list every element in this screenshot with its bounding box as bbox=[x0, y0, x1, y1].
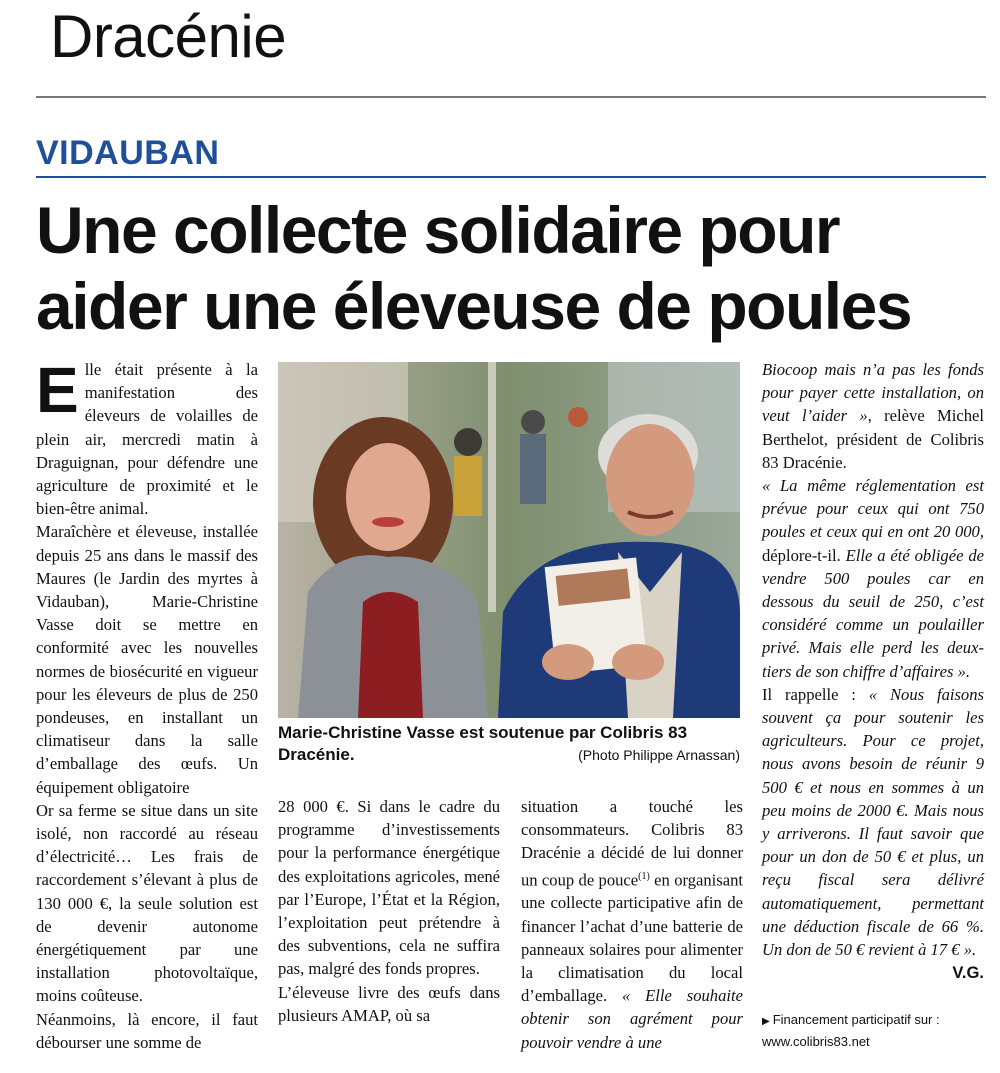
section-divider bbox=[36, 96, 986, 98]
paragraph: Elle était présente à la manifestation des éleveurs de volailles de plein air, mercredi matin à Draguignan, pour défendre une agriculture de proximité et le bien-être animal. bbox=[36, 354, 258, 519]
article-column-1 bbox=[36, 354, 258, 1054]
paragraph: L’éleveuse livre des œufs dans plusieurs AMAP, où sa bbox=[278, 982, 500, 1025]
article-photo bbox=[278, 362, 740, 718]
paragraph: Biocoop mais n’a pas les fonds pour payer cette installation, on veut l’aider », relève Michel Berthelot, président de Colibris 83 Dracénie. bbox=[762, 360, 984, 472]
photo-credit: (Photo Philippe Arnassan) bbox=[578, 747, 740, 763]
photo-illustration bbox=[278, 362, 740, 718]
paragraph: Or sa ferme se situe dans un site isolé, non raccordé au réseau d’électricité… Les frais de raccordement s’élevant à plus de 130 000 €, la seule solution est de devenir autonome énergétiquement par une installation photovoltaïque, moins coûteuse. bbox=[36, 800, 258, 1006]
quote: « Elle souhaite obtenir son agrément pour pouvoir vendre à une bbox=[521, 986, 743, 1052]
drop-cap: E bbox=[36, 354, 79, 426]
article-column-3 bbox=[521, 795, 743, 1054]
footnote: ▶ Financement participatif sur : www.colibris83.net bbox=[762, 1010, 984, 1052]
article-column-2 bbox=[278, 795, 500, 1027]
paragraph: situation a touché les consommateurs. Colibris 83 Dracénie a décidé de lui donner un coup de pouce$^{(1)}$ en organisant une collecte participative afin de financer l’achat d’une batterie de panneaux solaires pour alimenter la climatisation du local d’emballage. « Elle souhaite obtenir son agrément pour pouvoir vendre à une bbox=[521, 797, 744, 1052]
footnote-ref: (1) bbox=[638, 870, 650, 882]
photo-caption: Marie-Christine Vasse est soutenue par Colibris 83 Dracénie. bbox=[278, 723, 688, 764]
section-title: Dracénie bbox=[50, 3, 287, 70]
article-kicker: VIDAUBAN bbox=[36, 134, 220, 172]
kicker-divider bbox=[36, 176, 986, 178]
paragraph: Maraîchère et éleveuse, installée depuis 25 ans dans le massif des Maures (le Jardin des myrtes à Vidauban), Marie-Christine Vasse doit se mettre en conformité avec les nouvelles normes de biosécurité en vigueur pour les éleveurs de plus de 250 pondeuses, en installant un climatiseur dans la salle d’emballage des œufs. Un équipement obligatoire bbox=[36, 522, 258, 797]
paragraph: « La même réglementation est prévue pour ceux qui ont 750 poules et ceux qui en ont 20 000, déplore-t-il. Elle a été obligée de vendre 500 poules car en dessous du seuil de 250, c’est considéré comme un poulailler privé. Mais elle perd les deux-tiers de son chiffre d’affaires ». bbox=[762, 476, 984, 681]
footnote-url: www.colibris83.net bbox=[762, 1034, 870, 1049]
paragraph: Il rappelle : « Nous faisons souvent ça pour soutenir les agriculteurs. Pour ce projet, nous avons besoin de réunir 9 500 € et nous en sommes à un peu moins de 2000 €. Mais nous y arriverons. Il faut savoir que pour un don de 50 € et plus, un reçu fiscal sera délivré automatiquement, permettant une déduction fiscale de 66 %. Un don de 50 € revient à 17 € ». bbox=[762, 684, 984, 960]
paragraph: 28 000 €. Si dans le cadre du programme d’investissements pour la performance énergétique des exploitations agricoles, mené par l’Europe, l’État et la Région, l’exploitation peut prétendre à des subventions, cela ne suffira pas, malgré des fonds propres. bbox=[278, 797, 500, 979]
triangle-bullet-icon: ▶ bbox=[762, 1016, 770, 1027]
article-column-4 bbox=[762, 358, 984, 984]
article-headline: Une collecte solidaire pour aider une éleveuse de poules bbox=[36, 193, 912, 343]
paragraph: Néanmoins, là encore, il faut débourser une somme de bbox=[36, 1009, 258, 1052]
author-signature: V.G. bbox=[952, 963, 984, 983]
